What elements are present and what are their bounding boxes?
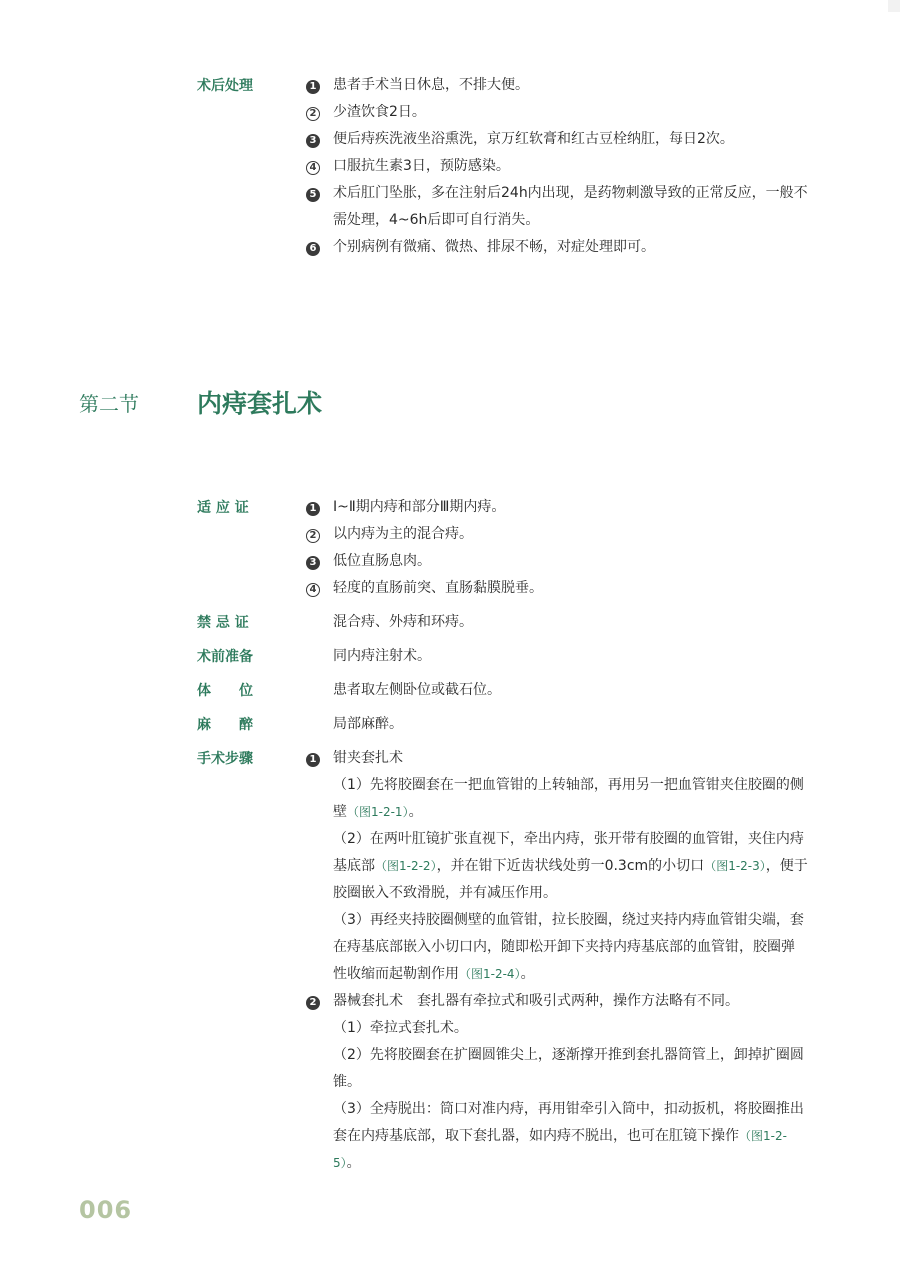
- contraindications-label: 禁 忌 证: [197, 615, 249, 631]
- page-corner: [888, 0, 900, 12]
- step-paragraph: [333, 772, 808, 826]
- figure-reference: （图1-2-5）: [333, 1129, 787, 1170]
- list-number: 1: [306, 753, 320, 767]
- list-number: 1: [306, 502, 320, 516]
- figure-reference: （图1-2-2）: [375, 859, 437, 873]
- figure-reference: （图1-2-3）: [704, 859, 766, 873]
- postop-label: 术后处理: [197, 78, 253, 94]
- list-number: 3: [306, 556, 320, 570]
- anesthesia-label: 麻 醉: [197, 717, 253, 733]
- step-text: （2）在两叶肛镜扩张直视下，牵出内痔，张开带有胶圈的血管钳，夹住内痔基底部: [333, 831, 804, 874]
- step-paragraph: [333, 907, 808, 988]
- page-number: 006: [79, 1196, 133, 1224]
- step-paragraph: （2）先将胶圈套在扩圈圆锥尖上，逐渐撑开推到套扎器筒管上，卸掉扩圈圆锥。: [333, 1047, 804, 1090]
- section-title: 内痔套扎术: [197, 389, 323, 418]
- step-paragraph: （1）牵拉式套扎术。: [333, 1020, 468, 1036]
- position-label: 体 位: [197, 683, 253, 699]
- list-item: 患者手术当日休息，不排大便。: [333, 77, 529, 93]
- preop-label: 术前准备: [197, 649, 253, 665]
- list-item: 术后肛门坠胀，多在注射后24h内出现，是药物刺激导致的正常反应，一般不需处理，4~6h后即可自行消失。: [333, 185, 808, 228]
- step-title: 钳夹套扎术: [333, 750, 403, 766]
- position-text: 患者取左侧卧位或截石位。: [333, 682, 501, 698]
- section-label: 第二节: [79, 392, 139, 416]
- list-number: 5: [306, 188, 320, 202]
- step-text: ，便于胶圈嵌入不致滑脱，并有减压作用。: [333, 858, 808, 901]
- list-item: 轻度的直肠前突、直肠黏膜脱垂。: [333, 580, 543, 596]
- list-number: 6: [306, 242, 320, 256]
- steps-label: 手术步骤: [197, 751, 253, 767]
- list-number: 1: [306, 80, 320, 94]
- list-number: 2: [306, 107, 320, 121]
- list-number: 4: [306, 161, 320, 175]
- anesthesia-text: 局部麻醉。: [333, 716, 403, 732]
- figure-reference: （图1-2-1）: [347, 805, 409, 819]
- list-number: 4: [306, 583, 320, 597]
- step-text: ，并在钳下近齿状线处剪一0.3cm的小切口: [436, 858, 705, 874]
- list-item: 便后痔疾洗液坐浴熏洗，京万红软膏和红古豆栓纳肛，每日2次。: [333, 131, 734, 147]
- step-paragraph: [333, 826, 808, 907]
- list-number: 2: [306, 996, 320, 1010]
- step-paragraph: [333, 1096, 808, 1177]
- list-number: 3: [306, 134, 320, 148]
- list-item: 个别病例有微痛、微热、排尿不畅，对症处理即可。: [333, 239, 655, 255]
- step-text: （1）先将胶圈套在一把血管钳的上转轴部，再用另一把血管钳夹住胶圈的侧壁: [333, 777, 804, 820]
- step-text: 。: [346, 1155, 361, 1171]
- step-title: 器械套扎术 套扎器有牵拉式和吸引式两种，操作方法略有不同。: [333, 993, 739, 1009]
- list-number: 2: [306, 529, 320, 543]
- step-text: （3）再经夹持胶圈侧壁的血管钳，拉长胶圈，绕过夹持内痔血管钳尖端，套在痔基底部嵌入小切口内，随即松开卸下夹持内痔基底部的血管钳，胶圈弹性收缩而起勒割作用: [333, 912, 804, 982]
- step-text: 。: [408, 804, 423, 820]
- list-item: 少渣饮食2日。: [333, 104, 426, 120]
- list-item: 低位直肠息肉。: [333, 553, 431, 569]
- list-item: Ⅰ~Ⅱ期内痔和部分Ⅲ期内痔。: [333, 499, 506, 515]
- step-text: （3）全痔脱出：筒口对准内痔，再用钳牵引入筒中，扣动扳机，将胶圈推出套在内痔基底部，取下套扎器，如内痔不脱出，也可在肛镜下操作: [333, 1101, 804, 1144]
- list-item: 口服抗生素3日，预防感染。: [333, 158, 510, 174]
- preop-text: 同内痔注射术。: [333, 648, 431, 664]
- indications-label: 适 应 证: [197, 500, 249, 516]
- figure-reference: （图1-2-4）: [459, 967, 521, 981]
- step-text: 。: [520, 966, 535, 982]
- contraindications-text: 混合痔、外痔和环痔。: [333, 614, 473, 630]
- list-item: 以内痔为主的混合痔。: [333, 526, 473, 542]
